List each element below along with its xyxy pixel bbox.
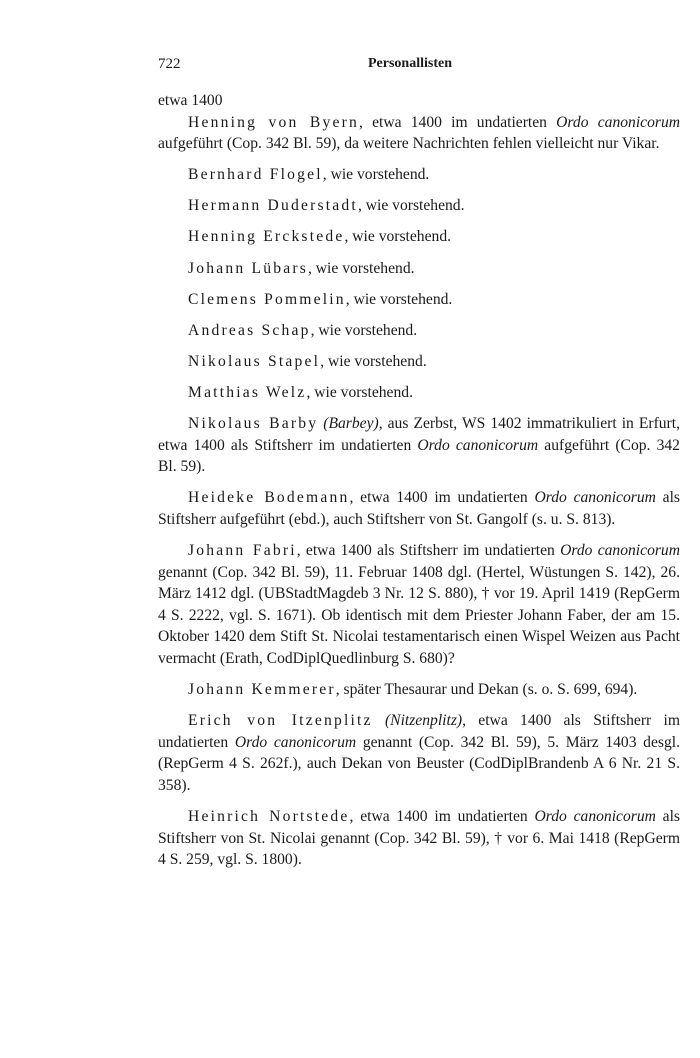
entry-matthias-welz: [158, 382, 680, 404]
person-name: Henning von Byern: [188, 113, 360, 131]
source-title: Ordo canonicorum: [560, 542, 680, 559]
entry-text: , wie vorstehend.: [357, 197, 465, 215]
entry-heideke-bodemann: [158, 487, 680, 530]
page-number: 722: [158, 56, 181, 72]
running-head: Personallisten: [368, 56, 452, 71]
person-name: Matthias Welz: [188, 383, 307, 401]
entry-text: als Stiftsherr aufgeführt (ebd.), auch Stiftsherr von St. Gangolf (s. u. S. 813).: [158, 489, 680, 528]
entry-text: aufgeführt (Cop. 342 Bl. 59), da weitere Nachrichten fehlen vielleicht nur Vikar.: [158, 135, 660, 153]
entry-text: genannt (Cop. 342 Bl. 59), 11. Februar 1408 dgl. (Hertel, Wüstungen S. 142), 26. März 1412 dgl. (UBStadtMagdeb 3 Nr. 12 S. 880), † vor 19. April 1419 (RepGerm 4 S. 2222, vgl. S. 1671). Ob identisch mit dem Priester Johann Faber, der am 15. Oktober 1420 dem Stift St. Nicolai testamentarisch einen Wispel Weizen aus Pacht vermacht (Erath, CodDiplQuedlinburg S. 680)?: [158, 563, 680, 667]
entry-text: , etwa 1400 im undatierten: [359, 113, 557, 131]
person-name: Nikolaus Stapel: [188, 352, 321, 370]
entry-text: als Stiftsherr von St. Nicolai genannt (Cop. 342 Bl. 59), † vor 6. Mai 1418 (RepGerm 4 S. 259, vgl. S. 1800).: [158, 808, 680, 869]
person-name: Hermann Duderstadt: [188, 197, 358, 215]
entry-text: , etwa 1400 im undatierten: [349, 489, 535, 507]
entry-text: , etwa 1400 im undatierten: [349, 808, 535, 826]
entry-text: , später Thesaurar und Dekan (s. o. S. 699, 694).: [335, 681, 638, 699]
person-name: Andreas Schap: [188, 321, 311, 339]
entry-andreas-schap: [158, 320, 680, 342]
source-title: Ordo canonicorum: [556, 113, 681, 131]
entry-text: , wie vorstehend.: [306, 383, 413, 401]
entry-text: genannt (Cop. 342 Bl. 59), 5. März 1403 desgl. (RepGerm 4 S. 262f.), auch Dekan von Beuster (CodDiplBrandenb A 6 Nr. 21 S. 358).: [158, 733, 680, 794]
entry-clemens-pommelin: [158, 289, 680, 311]
entry-text: , etwa 1400 als Stiftsherr im undatierten: [296, 542, 561, 559]
paragraph: [158, 90, 680, 112]
person-name: Henning Erckstede: [188, 228, 345, 246]
person-name: Erich von Itzenplitz: [188, 712, 373, 730]
person-name: Johann Kemmerer: [188, 681, 336, 699]
entry-text: , etwa 1400 als Stiftsherr im undatierten: [158, 712, 680, 751]
entry-johann-kemmerer: [158, 679, 680, 701]
name-variant: (Barbey): [318, 415, 379, 433]
document-page: [158, 56, 680, 871]
entry-heinrich-nortstede: [158, 806, 680, 871]
person-name: Heinrich Nortstede: [188, 808, 350, 826]
entry-henning-erckstede: [158, 226, 680, 248]
person-name: Nikolaus Barby: [188, 415, 319, 433]
body-text: [158, 90, 680, 871]
page-header: [158, 56, 680, 76]
entry-text: , aus Zerbst, WS 1402 immatrikuliert in Erfurt, etwa 1400 als Stiftsherr im undatierten: [158, 415, 680, 454]
entry-text: aufgeführt (Cop. 342 Bl. 59).: [158, 436, 680, 476]
person-name: Johann Fabri: [188, 542, 297, 559]
entry-henning-von-byern: [158, 112, 680, 155]
entry-hermann-duderstadt: [158, 195, 680, 217]
person-name: Heideke Bodemann: [188, 489, 350, 507]
entry-text: , wie vorstehend.: [344, 228, 452, 246]
entry-johann-luebars: [158, 258, 680, 280]
entry-erich-von-itzenplitz: [158, 710, 680, 796]
entry-text: , wie vorstehend.: [322, 166, 430, 184]
source-title: Ordo canonicorum: [417, 436, 539, 454]
entry-text: , wie vorstehend.: [310, 321, 418, 339]
source-title: Ordo canonicorum: [534, 808, 656, 826]
entry-nikolaus-stapel: [158, 351, 680, 373]
date-line: etwa 1400: [158, 92, 223, 109]
entry-text: , wie vorstehend.: [345, 290, 453, 308]
person-name: Clemens Pommelin: [188, 290, 346, 308]
entry-johann-fabri: [158, 540, 680, 670]
entry-text: , wie vorstehend.: [307, 259, 415, 277]
source-title: Ordo canonicorum: [534, 489, 656, 507]
person-name: Bernhard Flogel: [188, 166, 323, 184]
name-variant: (Nitzenplitz): [372, 712, 463, 730]
entry-text: , wie vorstehend.: [320, 352, 427, 370]
source-title: Ordo canonicorum: [234, 733, 357, 751]
person-name: Johann Lübars: [188, 259, 308, 277]
entry-nikolaus-barby: [158, 413, 680, 478]
entry-bernhard-flogel: [158, 164, 680, 186]
